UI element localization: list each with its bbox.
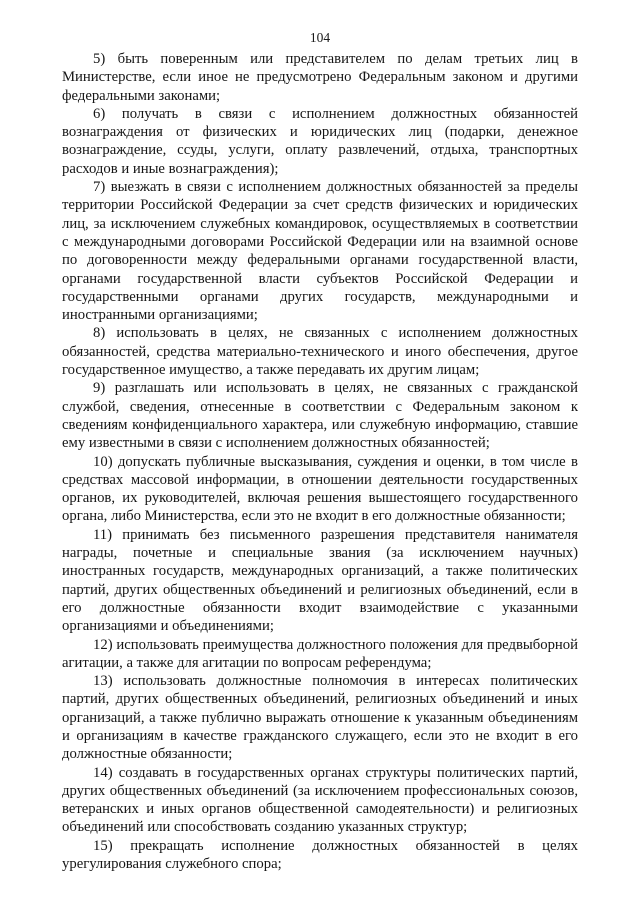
- list-item-10: 10) допускать публичные высказывания, суждения и оценки, в том числе в средствах массовой информации, в отношении деятельности государственных органов, их руководителей, включая решения вышестоящего государственного органа, либо Министерства, если это не входит в его должностные обязанности;: [62, 453, 578, 525]
- list-item-7: 7) выезжать в связи с исполнением должностных обязанностей за пределы территории Российской Федерации за счет средств физических и юридических лиц, за исключением служебных командировок, осуществляемых в соответствии с международными договорами Российской Федерации или на взаимной основе по договоренности между федеральными органами государственной власти, органами государственной власти субъектов Российской Федерации и государственными органами других государств, международными и иностранными организациями;: [62, 179, 578, 324]
- list-item-11: 11) принимать без письменного разрешения представителя нанимателя награды, почетные и специальные звания (за исключением научных) иностранных государств, международных организаций, а также политических партий, других общественных объединений и религиозных объединений, если в его должностные обязанности входит взаимодействие с указанными организациями и объединениями;: [62, 526, 578, 635]
- list-item-15: 15) прекращать исполнение должностных обязанностей в целях урегулирования служебного спора;: [62, 837, 578, 873]
- page-number: 104: [309, 30, 331, 45]
- list-item-13: 13) использовать должностные полномочия в интересах политических партий, других общественных объединений, религиозных объединений и иных организаций, а также публично выражать отношение к указанным объединениям и организациям в качестве гражданского служащего, если это не входит в его должностные обязанности;: [62, 673, 578, 763]
- list-item-6: 6) получать в связи с исполнением должностных обязанностей вознаграждения от физических и юридических лиц (подарки, денежное вознаграждение, ссуды, услуги, оплату развлечений, отдыха, транспортных расходов и иные вознаграждения);: [62, 105, 578, 177]
- list-item-9: 9) разглашать или использовать в целях, не связанных с гражданской службой, сведения, отнесенные в соответствии с Федеральным законом к сведениям конфиденциального характера, или служебную информацию, ставшие ему известными в связи с исполнением должностных обязанностей;: [62, 380, 578, 452]
- list-item-5: 5) быть поверенным или представителем по делам третьих лиц в Министерстве, если иное не предусмотрено Федеральным законом и другими федеральными законами;: [62, 51, 578, 104]
- list-item-12: 12) использовать преимущества должностного положения для предвыборной агитации, а также для агитации по вопросам референдума;: [62, 636, 578, 671]
- document-body: [62, 50, 578, 873]
- list-item-14: 14) создавать в государственных органах структуры политических партий, других общественных объединений (за исключением профессиональных союзов, ветеранских и иных органов общественной самодеятельности) и религиозных объединений или способствовать созданию указанных структур;: [62, 764, 578, 836]
- list-item-8: 8) использовать в целях, не связанных с исполнением должностных обязанностей, средства материально-технического и иного обеспечения, другое государственное имущество, а также передавать их другим лицам;: [62, 325, 578, 379]
